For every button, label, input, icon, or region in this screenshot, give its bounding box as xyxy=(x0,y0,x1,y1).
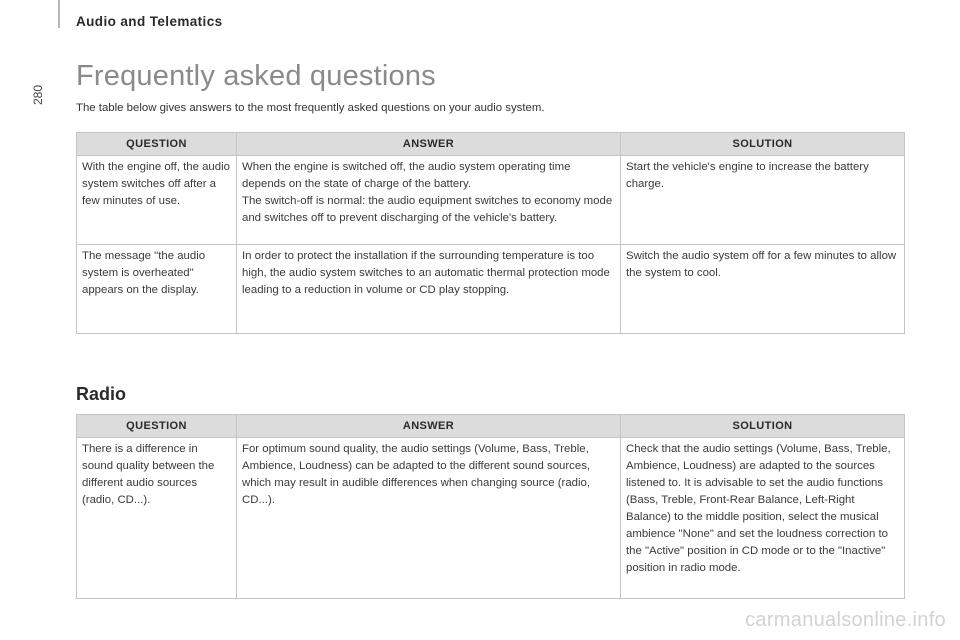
answer-cell xyxy=(237,156,621,245)
table-header-row xyxy=(77,133,905,156)
column-header-solution: SOLUTION xyxy=(621,133,905,156)
intro-text: The table below gives answers to the most frequently asked questions on your audio system. xyxy=(76,102,545,114)
faq-table-general xyxy=(76,132,905,334)
table-header-row xyxy=(77,415,905,438)
table-row xyxy=(77,438,905,599)
solution-cell: Start the vehicle's engine to increase the battery charge. xyxy=(621,156,905,245)
column-header-answer: ANSWER xyxy=(237,133,621,156)
answer-cell xyxy=(237,438,621,599)
question-cell: The message "the audio system is overheated" appears on the display. xyxy=(77,245,237,334)
column-header-question: QUESTION xyxy=(77,415,237,438)
answer-line: For optimum sound quality, the audio settings (Volume, Bass, Treble, Ambience, Loudness) can be adapted to the different sound sources, which may result in audible differences when changing source (radio, CD...). xyxy=(242,443,591,506)
question-cell: With the engine off, the audio system switches off after a few minutes of use. xyxy=(77,156,237,245)
faq-table-radio xyxy=(76,414,905,599)
watermark-text: carmanualsonline.info xyxy=(745,609,946,631)
column-header-answer: ANSWER xyxy=(237,415,621,438)
question-cell: There is a difference in sound quality between the different audio sources (radio, CD...). xyxy=(77,438,237,599)
answer-line: When the engine is switched off, the audio system operating time depends on the state of charge of the battery. xyxy=(242,161,571,190)
solution-cell: Check that the audio settings (Volume, Bass, Treble, Ambience, Loudness) are adapted to the sources listened to. It is advisable to set the audio functions (Bass, Treble, Front-Rear Balance, Left-Right Balance) to the middle position, select the musical ambience "None" and set the loudness correction to the "Active" position in CD mode or to the "Inactive" position in radio mode. xyxy=(621,438,905,599)
answer-cell xyxy=(237,245,621,334)
header-rule xyxy=(58,0,60,28)
page-number: 280 xyxy=(31,84,45,106)
page-title: Frequently asked questions xyxy=(76,60,436,92)
column-header-solution: SOLUTION xyxy=(621,415,905,438)
answer-line: In order to protect the installation if the surrounding temperature is too high, the audio system switches to an automatic thermal protection mode leading to a reduction in volume or CD play stopping. xyxy=(242,250,610,296)
solution-cell: Switch the audio system off for a few minutes to allow the system to cool. xyxy=(621,245,905,334)
column-header-question: QUESTION xyxy=(77,133,237,156)
table-row xyxy=(77,245,905,334)
table-row xyxy=(77,156,905,245)
section-title-radio: Radio xyxy=(76,384,127,404)
section-header-title: Audio and Telematics xyxy=(76,14,223,29)
answer-line: The switch-off is normal: the audio equipment switches to economy mode and switches off to prevent discharging of the vehicle's battery. xyxy=(242,195,613,224)
